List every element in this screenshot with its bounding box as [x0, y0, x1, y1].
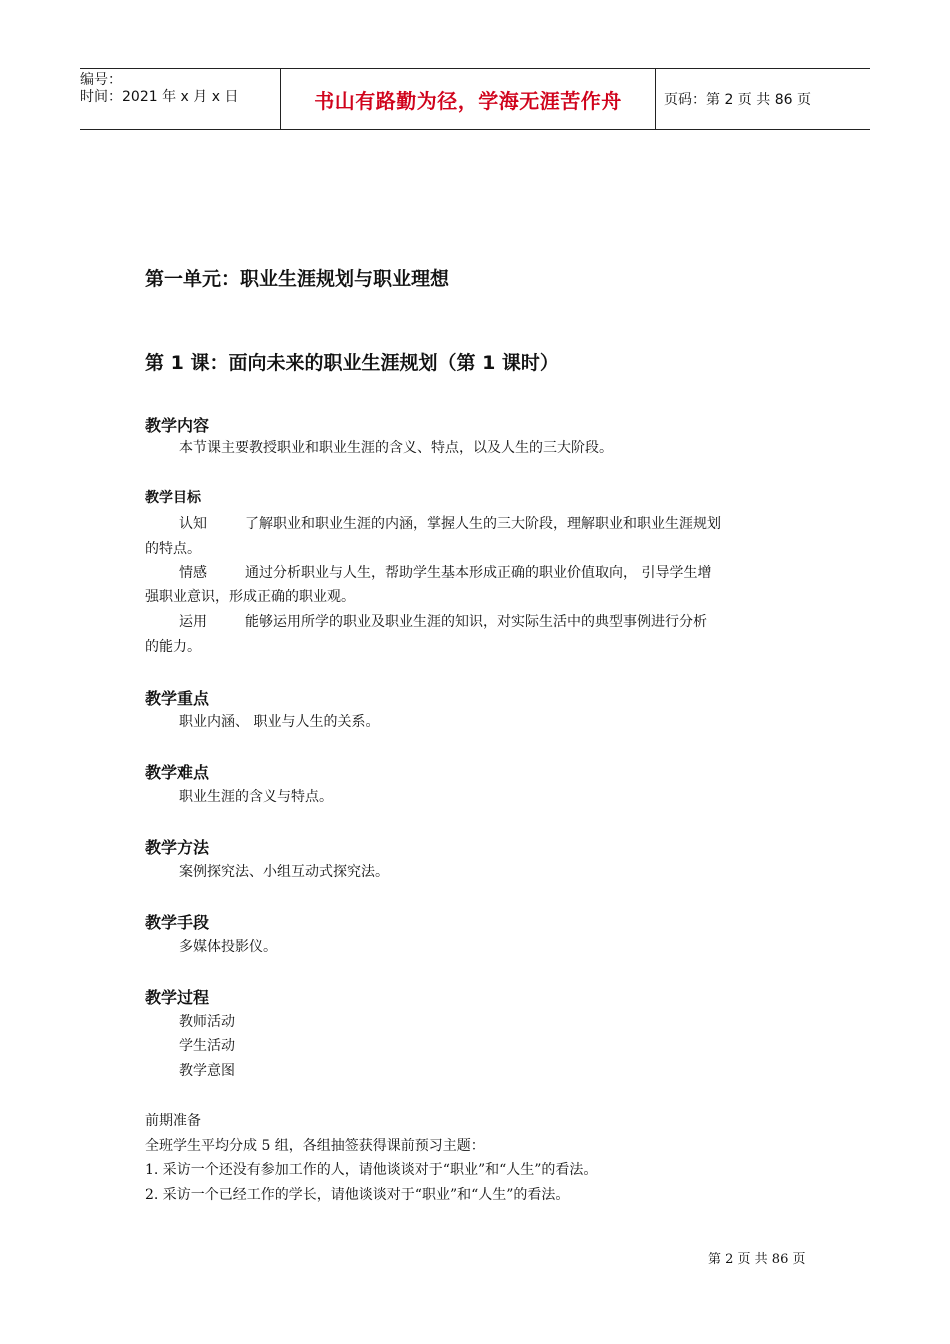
process-item: 教学意图 [179, 1063, 235, 1079]
objective-apply [179, 611, 707, 631]
motto: 书山有路勤为径，学海无涯苦作舟 [314, 88, 622, 113]
objective-emotion-text: 通过分析职业与人生，帮助学生基本形成正确的职业价值取向， 引导学生增 [245, 565, 712, 581]
process-heading: 教学过程 [145, 988, 210, 1007]
difficulties-text: 职业生涯的含义与特点。 [179, 789, 333, 805]
means-text: 多媒体投影仪。 [179, 939, 277, 955]
means-heading: 教学手段 [145, 913, 210, 932]
preparation-item: 2. 采访一个已经工作的学长，请他谈谈对于“职业”和“人生”的看法。 [145, 1187, 570, 1203]
difficulties-heading: 教学难点 [145, 763, 210, 782]
key-points-heading: 教学重点 [145, 689, 210, 708]
objective-cognitive-label: 认知 [179, 516, 207, 532]
header-page-info: 页码：第 2 页 共 86 页 [664, 92, 811, 108]
content-text: 本节课主要教授职业和职业生涯的含义、特点，以及人生的三大阶段。 [179, 440, 613, 456]
time-label: 时间：2021 年 x 月 x 日 [80, 89, 239, 105]
objective-emotion-cont: 强职业意识，形成正确的职业观。 [145, 589, 355, 605]
process-item: 教师活动 [179, 1014, 235, 1030]
objective-apply-text: 能够运用所学的职业及职业生涯的知识，对实际生活中的典型事例进行分析 [245, 614, 707, 630]
key-points-text: 职业内涵、 职业与人生的关系。 [179, 714, 380, 730]
objective-emotion-label: 情感 [179, 565, 207, 581]
methods-text: 案例探究法、小组互动式探究法。 [179, 864, 389, 880]
methods-heading: 教学方法 [145, 838, 210, 857]
objective-cognitive-text: 了解职业和职业生涯的内涵，掌握人生的三大阶段，理解职业和职业生涯规划 [245, 516, 721, 532]
preparation-title: 前期准备 [145, 1113, 201, 1129]
objective-apply-cont: 的能力。 [145, 639, 201, 655]
unit-title: 第一单元：职业生涯规划与职业理想 [145, 268, 450, 290]
objectives-heading: 教学目标 [145, 490, 201, 506]
preparation-item: 1. 采访一个还没有参加工作的人，请他谈谈对于“职业”和“人生”的看法。 [145, 1162, 598, 1178]
header-motto-cell [280, 69, 656, 129]
objective-apply-label: 运用 [179, 614, 207, 630]
process-item: 学生活动 [179, 1038, 235, 1054]
lesson-title: 第 1 课：面向未来的职业生涯规划（第 1 课时） [145, 352, 559, 374]
preparation-intro: 全班学生平均分成 5 组，各组抽签获得课前预习主题： [145, 1138, 485, 1154]
objective-emotion [179, 562, 711, 582]
objective-cognitive [179, 513, 721, 533]
page-footer: 第 2 页 共 86 页 [708, 1252, 806, 1267]
number-label: 编号： [80, 72, 122, 88]
header-meta [80, 69, 280, 132]
content-heading: 教学内容 [145, 416, 210, 435]
objective-cognitive-cont: 的特点。 [145, 541, 201, 557]
page-header [80, 68, 870, 130]
